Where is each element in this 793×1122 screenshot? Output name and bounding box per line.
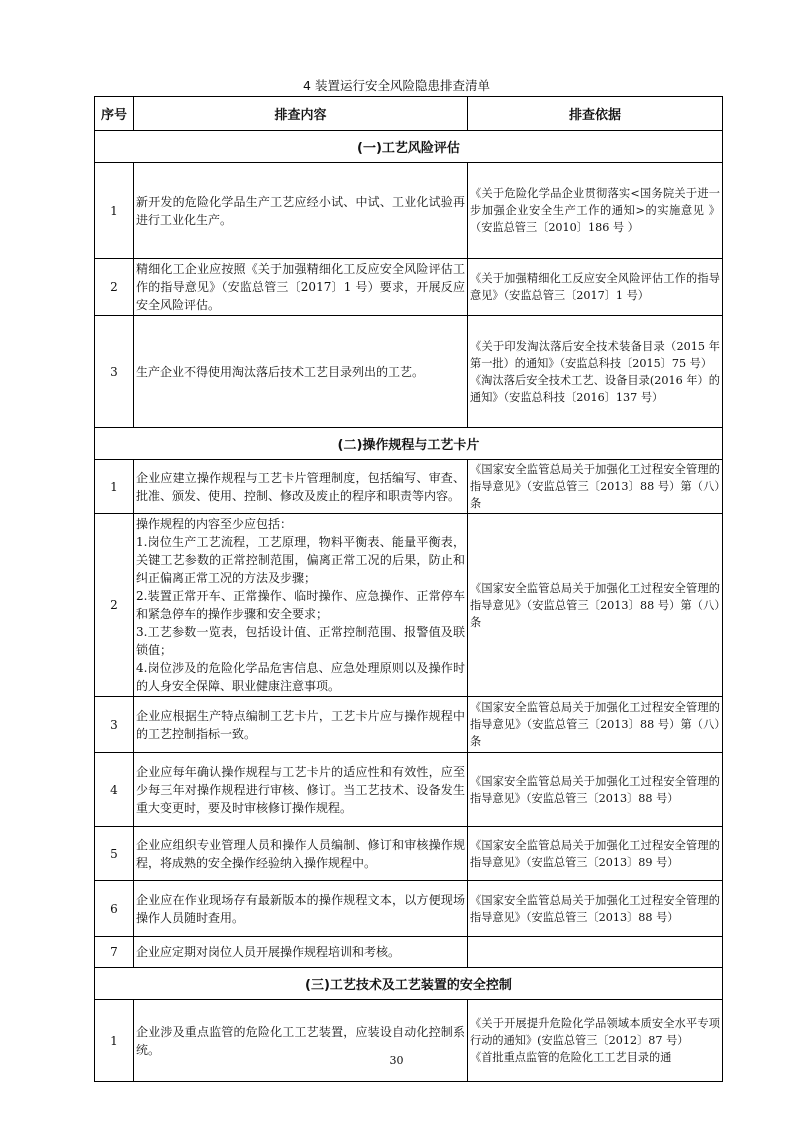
header-basis: 排查依据: [468, 97, 723, 131]
row-content: 企业应定期对岗位人员开展操作规程培训和考核。: [134, 937, 468, 968]
row-number: 6: [95, 881, 134, 937]
row-content: 新开发的危险化学品生产工艺应经小试、中试、工业化试验再进行工业化生产。: [134, 163, 468, 259]
row-content: 企业应建立操作规程与工艺卡片管理制度，包括编写、审查、批准、颁发、使用、控制、修改及废止的程序和职责等内容。: [134, 460, 468, 514]
row-content: 企业应组织专业管理人员和操作人员编制、修订和审核操作规程，将成熟的安全操作经验纳入操作规程中。: [134, 827, 468, 881]
row-basis: 《国家安全监管总局关于加强化工过程安全管理的指导意见》（安监总管三〔2013〕88 号）第（八）条: [468, 697, 723, 753]
table-row: [95, 514, 723, 697]
table-row: [95, 753, 723, 827]
table-row: [95, 827, 723, 881]
row-basis: 《关于加强精细化工反应安全风险评估工作的指导意见》（安监总管三〔2017〕1 号）: [468, 259, 723, 316]
row-basis: 《国家安全监管总局关于加强化工过程安全管理的指导意见》（安监总管三〔2013〕89 号）: [468, 827, 723, 881]
row-basis: 《关于印发淘汰落后安全技术装备目录（2015 年第一批）的通知》（安监总科技〔2015〕75 号） 《淘汰落后安全技术工艺、设备目录(2016 年）的通知》（安监总科技〔2016〕137 号）: [468, 316, 723, 428]
section-title: (一)工艺风险评估: [95, 131, 723, 163]
table-row: [95, 316, 723, 428]
row-content: 操作规程的内容至少应包括： 1.岗位生产工艺流程，工艺原理，物料平衡表、能量平衡表，关键工艺参数的正常控制范围，偏离正常工况的后果，防止和纠正偏离正常工况的方法及步骤； 2.装置正常开车、正常操作、临时操作、应急操作、正常停车和紧急停车的操作步骤和安全要求； 3.工艺参数一览表，包括设计值、正常控制范围、报警值及联锁值； 4.岗位涉及的危险化学品危害信息、应急处理原则以及操作时的人身安全保障、职业健康注意事项。: [134, 514, 468, 697]
row-number: 1: [95, 1000, 134, 1082]
table-row: [95, 881, 723, 937]
page-number: 30: [389, 1054, 404, 1067]
row-content: 生产企业不得使用淘汰落后技术工艺目录列出的工艺。: [134, 316, 468, 428]
table-row: [95, 1000, 723, 1082]
checklist-table: [94, 96, 723, 1082]
table-row: [95, 697, 723, 753]
header-content: 排查内容: [134, 97, 468, 131]
section-title: (二)操作规程与工艺卡片: [95, 428, 723, 460]
row-content: 企业应根据生产特点编制工艺卡片，工艺卡片应与操作规程中的工艺控制指标一致。: [134, 697, 468, 753]
section-header-row: [95, 968, 723, 1000]
section-header-row: [95, 428, 723, 460]
row-number: 3: [95, 316, 134, 428]
row-basis: 《关于危险化学品企业贯彻落实<国务院关于进一步加强企业安全生产工作的通知>的实施意见 》（安监总管三〔2010〕186 号 ）: [468, 163, 723, 259]
table-row: [95, 460, 723, 514]
row-number: 1: [95, 460, 134, 514]
row-content: 企业应每年确认操作规程与工艺卡片的适应性和有效性，应至少每三年对操作规程进行审核、修订。当工艺技术、设备发生重大变更时，要及时审核修订操作规程。: [134, 753, 468, 827]
row-number: 4: [95, 753, 134, 827]
section-header-row: [95, 131, 723, 163]
row-number: 3: [95, 697, 134, 753]
table-row: [95, 259, 723, 316]
section-title: (三)工艺技术及工艺装置的安全控制: [95, 968, 723, 1000]
table-row: [95, 937, 723, 968]
row-content: 精细化工企业应按照《关于加强精细化工反应安全风险评估工作的指导意见》（安监总管三〔2017〕1 号）要求，开展反应安全风险评估。: [134, 259, 468, 316]
row-number: 2: [95, 259, 134, 316]
table-body: [95, 131, 723, 1082]
row-basis: 《国家安全监管总局关于加强化工过程安全管理的指导意见》（安监总管三〔2013〕88 号）: [468, 881, 723, 937]
row-basis: 《国家安全监管总局关于加强化工过程安全管理的指导意见》（安监总管三〔2013〕88 号）第（八）条: [468, 460, 723, 514]
row-basis: 《国家安全监管总局关于加强化工过程安全管理的指导意见》（安监总管三〔2013〕88 号）第（八）条: [468, 514, 723, 697]
row-content: 企业应在作业现场存有最新版本的操作规程文本，以方便现场操作人员随时查用。: [134, 881, 468, 937]
row-number: 5: [95, 827, 134, 881]
row-basis: [468, 937, 723, 968]
table-header-row: [95, 97, 723, 131]
row-basis: 《关于开展提升危险化学品领域本质安全水平专项行动的通知》(安监总管三〔2012〕87 号） 《首批重点监管的危险化工工艺目录的通: [468, 1000, 723, 1082]
row-number: 7: [95, 937, 134, 968]
row-basis: 《国家安全监管总局关于加强化工过程安全管理的指导意见》（安监总管三〔2013〕88 号）: [468, 753, 723, 827]
table-row: [95, 163, 723, 259]
row-number: 1: [95, 163, 134, 259]
row-content: 企业涉及重点监管的危险化工工艺装置，应装设自动化控制系统。: [134, 1000, 468, 1082]
document-title: 4 装置运行安全风险隐患排查清单: [303, 78, 490, 93]
row-number: 2: [95, 514, 134, 697]
header-no: 序号: [95, 97, 134, 131]
